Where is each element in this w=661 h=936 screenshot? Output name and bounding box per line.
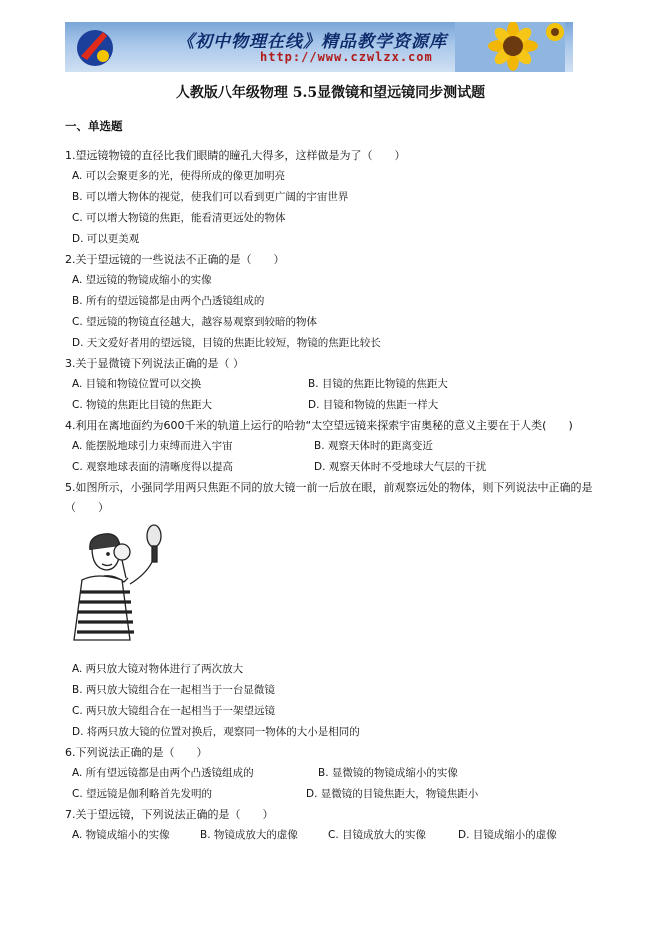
question-7-option-b: B. 物镜成放大的虚像 — [200, 829, 298, 841]
question-2-stem: 2.关于望远镜的一些说法不正确的是（ ） — [65, 253, 285, 266]
question-2-option-b: B. 所有的望远镜都是由两个凸透镜组成的 — [72, 295, 265, 307]
question-6-option-b: B. 显微镜的物镜成缩小的实像 — [318, 767, 458, 779]
question-6-option-d: D. 显微镜的目镜焦距大，物镜焦距小 — [306, 788, 479, 800]
question-7-option-c: C. 目镜成放大的实像 — [328, 829, 427, 841]
question-7-stem: 7.关于望远镜，下列说法正确的是（ ） — [65, 808, 274, 821]
question-5-option-a: A. 两只放大镜对物体进行了两次放大 — [72, 663, 244, 675]
question-1-stem: 1.望远镜物镜的直径比我们眼睛的瞳孔大得多，这样做是为了（ ） — [65, 149, 406, 162]
question-3-option-a: A. 目镜和物镜位置可以交换 — [72, 378, 202, 390]
question-4-option-b: B. 观察天体时的距离变近 — [314, 440, 433, 452]
question-2-option-a: A. 望远镜的物镜成缩小的实像 — [72, 274, 212, 286]
question-4-option-a: A. 能摆脱地球引力束缚而进入宇宙 — [72, 440, 233, 452]
question-6-option-c: C. 望远镜是伽利略首先发明的 — [72, 788, 213, 800]
question-5-option-d: D. 将两只放大镜的位置对换后，观察同一物体的大小是相同的 — [72, 726, 360, 738]
section-heading: 一、单选题 — [65, 119, 123, 133]
question-6-option-a: A. 所有望远镜都是由两个凸透镜组成的 — [72, 767, 254, 779]
question-4-option-c: C. 观察地球表面的清晰度得以提高 — [72, 461, 234, 473]
header-banner — [65, 22, 573, 72]
sunflower-icon — [455, 22, 565, 72]
question-4-option-d: D. 观察天体时不受地球大气层的干扰 — [314, 461, 487, 473]
question-1-option-c: C. 可以增大物镜的焦距，能看清更远处的物体 — [72, 212, 286, 224]
question-1-option-a: A. 可以会聚更多的光，使得所成的像更加明亮 — [72, 170, 286, 182]
question-3-option-d: D. 目镜和物镜的焦距一样大 — [308, 399, 439, 411]
question-6-stem: 6.下列说法正确的是（ ） — [65, 746, 208, 759]
boy-with-magnifiers-figure — [70, 522, 180, 654]
question-5-option-b: B. 两只放大镜组合在一起相当于一台显微镜 — [72, 684, 275, 696]
question-4-stem: 4.利用在离地面约为600千米的轨道上运行的哈勃“太空望远镜来探索宇宙奥秘的意义主要在于人类( ) — [65, 419, 573, 432]
question-2-option-c: C. 望远镜的物镜直径越大，越容易观察到较暗的物体 — [72, 316, 318, 328]
question-7-option-d: D. 目镜成缩小的虚像 — [458, 829, 557, 841]
question-2-option-d: D. 天文爱好者用的望远镜，目镜的焦距比较短，物镜的焦距比较长 — [72, 337, 381, 349]
question-5-stem: 5.如图所示，小强同学用两只焦距不同的放大镜一前一后放在眼，前观察远处的物体，则下列说法中正确的是（ ） — [65, 481, 593, 514]
question-3-option-b: B. 目镜的焦距比物镜的焦距大 — [308, 378, 448, 390]
question-1-option-d: D. 可以更美观 — [72, 233, 140, 245]
document-title: 人教版八年级物理 5.5显微镜和望远镜同步测试题 — [175, 85, 486, 101]
banner-url[interactable]: http://www.czwlzx.com — [260, 50, 433, 64]
question-3-stem: 3.关于显微镜下列说法正确的是（ ） — [65, 357, 244, 370]
question-5-option-c: C. 两只放大镜组合在一起相当于一架望远镜 — [72, 705, 276, 717]
question-3-option-c: C. 物镜的焦距比目镜的焦距大 — [72, 399, 213, 411]
question-1-option-b: B. 可以增大物体的视觉，使我们可以看到更广阔的宇宙世界 — [72, 191, 349, 203]
question-7-option-a: A. 物镜成缩小的实像 — [72, 829, 170, 841]
site-logo-icon — [73, 26, 117, 68]
banner-title: 《初中物理在线》精品教学资源库 — [177, 32, 447, 52]
